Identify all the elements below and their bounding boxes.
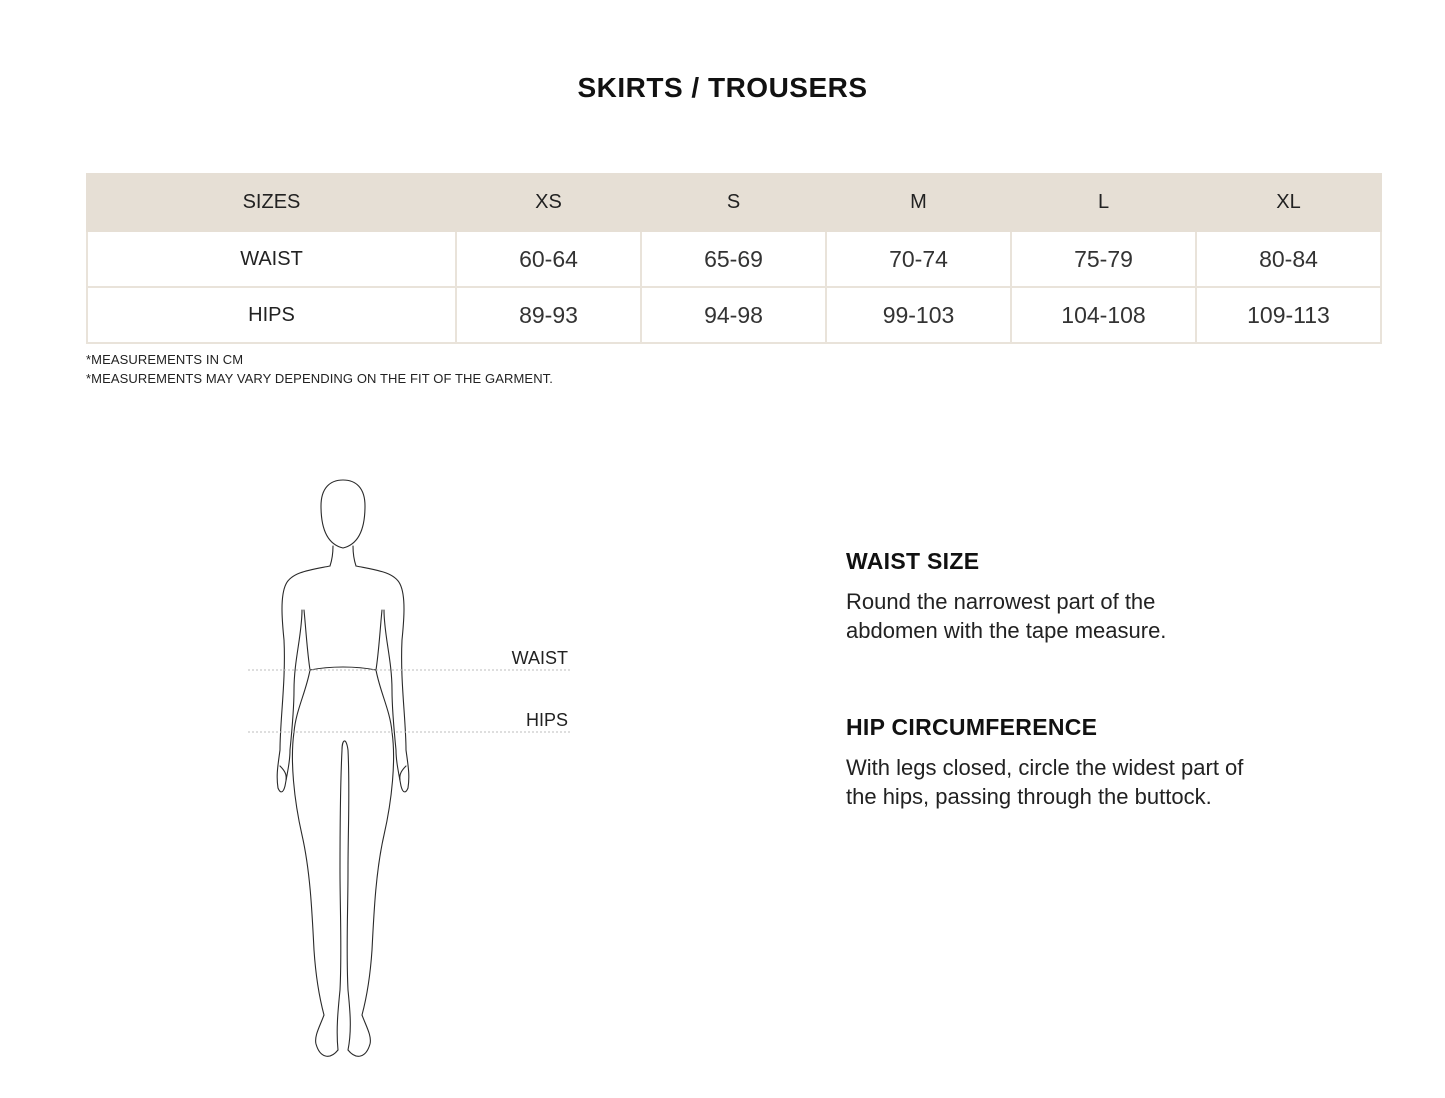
table-cell: 70-74 [826, 231, 1011, 287]
page-title: SKIRTS / TROUSERS [577, 72, 868, 103]
header-size-l: L [1011, 174, 1196, 231]
waist-size-heading: WAIST SIZE [846, 548, 980, 574]
row-label-hips: HIPS [87, 287, 456, 343]
table-cell: 80-84 [1196, 231, 1381, 287]
body-figure [240, 470, 580, 1070]
table-row-waist [87, 231, 1381, 287]
header-sizes: SIZES [87, 174, 456, 231]
table-cell: 75-79 [1011, 231, 1196, 287]
table-header-row [87, 174, 1381, 231]
header-size-xl: XL [1196, 174, 1381, 231]
table-row-hips [87, 287, 1381, 343]
hip-circumference-heading: HIP CIRCUMFERENCE [846, 714, 1098, 740]
measurement-notes [86, 350, 553, 388]
row-label-waist: WAIST [87, 231, 456, 287]
figure-hips-label: HIPS [525, 710, 568, 730]
body-outline-illustration [240, 470, 580, 1070]
table-cell: 60-64 [456, 231, 641, 287]
waist-size-text [846, 587, 1306, 645]
header-size-xs: XS [456, 174, 641, 231]
table-cell: 89-93 [456, 287, 641, 343]
note-fit: *MEASUREMENTS MAY VARY DEPENDING ON THE FIT OF THE GARMENT. [86, 371, 553, 386]
waist-size-text-line1: Round the narrowest part of the [846, 589, 1156, 614]
table-cell: 99-103 [826, 287, 1011, 343]
waist-size-guide [846, 548, 1306, 645]
table-cell: 65-69 [641, 231, 826, 287]
note-units: *MEASUREMENTS IN CM [86, 352, 244, 367]
table-cell: 104-108 [1011, 287, 1196, 343]
hip-circumference-text-line2: the hips, passing through the buttock. [846, 784, 1212, 809]
table-cell: 109-113 [1196, 287, 1381, 343]
hip-circumference-guide [846, 714, 1306, 811]
hip-circumference-text [846, 753, 1306, 811]
header-size-s: S [641, 174, 826, 231]
waist-size-text-line2: abdomen with the tape measure. [846, 618, 1167, 643]
hip-circumference-text-line1: With legs closed, circle the widest part of [846, 755, 1244, 780]
figure-waist-label: WAIST [511, 648, 568, 668]
table-cell: 94-98 [641, 287, 826, 343]
size-table [86, 173, 1382, 344]
header-size-m: M [826, 174, 1011, 231]
